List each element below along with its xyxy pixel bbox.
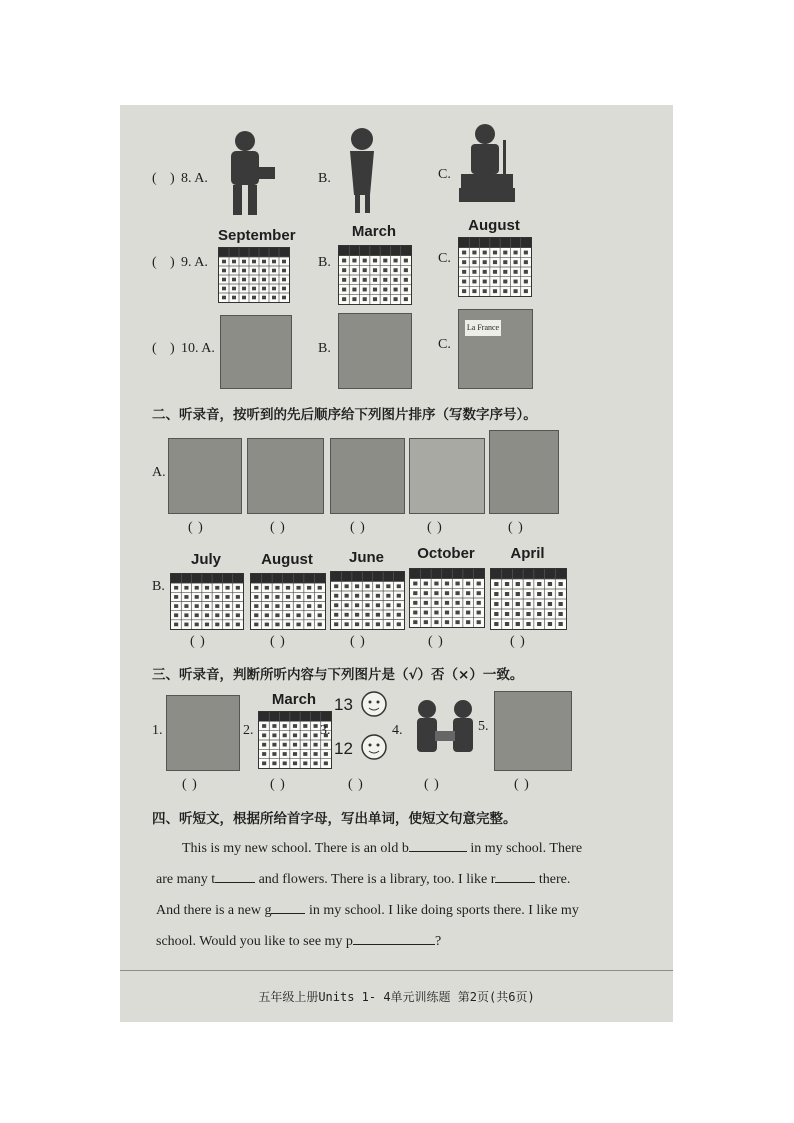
man-with-briefcase-picture <box>215 127 280 219</box>
calendar-title: August <box>468 217 520 234</box>
section-3-item-label: 2. <box>243 723 254 738</box>
calendar-march <box>258 711 332 769</box>
passage-line <box>156 833 656 864</box>
school-building-picture <box>494 691 572 771</box>
calendar-title: July <box>190 551 221 568</box>
section-2-heading: 二、听录音，按听到的先后顺序给下列图片排序（写数字序号）。 <box>152 407 537 423</box>
answer-paren[interactable]: ( ) <box>270 777 286 792</box>
calendar-june <box>330 571 405 630</box>
answer-paren[interactable]: ( ) <box>514 777 530 792</box>
answer-paren[interactable]: ( ) <box>348 777 364 792</box>
students-at-table-picture <box>166 695 240 771</box>
passage-text: And there is a new g <box>156 903 272 918</box>
answer-paren[interactable]: ( ) <box>190 634 206 649</box>
q10-paren-close: ) <box>170 341 175 356</box>
q8-paren-close: ) <box>170 171 175 186</box>
calendar-grid <box>339 246 411 304</box>
answer-paren[interactable]: ( ) <box>188 520 204 535</box>
calendar-grid <box>259 712 331 768</box>
q9-option-b: B. <box>318 255 331 270</box>
q9-paren-open: ( <box>152 255 157 270</box>
boy-playing-piano-picture <box>220 315 292 389</box>
blank-t[interactable] <box>215 868 255 883</box>
girl-face-icon <box>360 733 388 761</box>
calendar-grid <box>171 574 243 629</box>
passage-text: and flowers. There is a library, too. I like r <box>255 872 496 887</box>
passage-text: This is my new school. There is an old b <box>182 841 409 856</box>
passage-text: in my school. I like doing sports there. I like my <box>305 903 579 918</box>
q8-paren-open: ( <box>152 171 157 186</box>
answer-paren[interactable]: ( ) <box>350 520 366 535</box>
calendar-august <box>458 237 532 297</box>
calendar-october <box>409 568 485 628</box>
footer-divider <box>120 970 673 971</box>
students-playing-picture <box>489 430 559 514</box>
teacher-at-board-picture <box>458 309 533 389</box>
calendar-grid <box>331 572 404 629</box>
page-footer: 五年级上册Units 1- 4单元训练题 第2页(共6页) <box>258 990 535 1004</box>
q8-option-b: B. <box>318 171 331 186</box>
calendar-grid <box>410 569 484 627</box>
section-3-item-label: 3. <box>320 723 331 738</box>
answer-paren[interactable]: ( ) <box>510 634 526 649</box>
q10-paren-open: ( <box>152 341 157 356</box>
answer-paren[interactable]: ( ) <box>427 520 443 535</box>
answer-paren[interactable]: ( ) <box>270 520 286 535</box>
q8-option-c: C. <box>438 167 451 182</box>
calendar-grid <box>251 574 325 629</box>
calendar-august <box>250 573 326 630</box>
calendar-title: October <box>417 545 475 562</box>
boy-face-icon <box>360 690 388 718</box>
section-3-item-label: 1. <box>152 723 163 738</box>
calendar-grid <box>491 569 566 629</box>
age-number: 12 <box>334 739 353 758</box>
two-students-picture <box>405 695 485 765</box>
section-3-item-label: 4. <box>392 723 403 738</box>
answer-paren[interactable]: ( ) <box>508 520 524 535</box>
calendar-title: April <box>510 545 545 562</box>
q9-label: 9. A. <box>181 255 208 270</box>
calendar-title: June <box>348 549 384 566</box>
calendar-title: March <box>351 223 397 240</box>
passage-line <box>156 864 656 895</box>
blank-p[interactable] <box>353 930 435 945</box>
blank-g[interactable] <box>271 899 305 914</box>
q10-option-b: B. <box>318 341 331 356</box>
answer-paren[interactable]: ( ) <box>424 777 440 792</box>
calendar-title: August <box>261 551 313 568</box>
passage-text: there. <box>535 872 571 887</box>
passage-text: are many t <box>156 872 216 887</box>
answer-paren[interactable]: ( ) <box>428 634 444 649</box>
students-at-desks-picture <box>330 438 405 514</box>
classroom-picture <box>247 438 324 514</box>
section-4-heading: 四、听短文，根据所给首字母，写出单词，使短文句意完整。 <box>152 811 517 827</box>
blank-b[interactable] <box>409 837 467 852</box>
school-building-picture <box>409 438 485 514</box>
q8-label: 8. A. <box>181 171 208 186</box>
passage-text: school. Would you like to see my p <box>156 934 353 949</box>
passage-text: in my school. There <box>466 841 583 856</box>
woman-picture <box>340 125 385 217</box>
q9-option-c: C. <box>438 251 451 266</box>
section-2-row-a-label: A. <box>152 465 166 480</box>
calendar-grid <box>459 238 531 296</box>
board-text: La France <box>465 320 501 336</box>
calendar-september <box>218 247 290 303</box>
passage-line <box>156 926 656 957</box>
calendar-title: September <box>218 227 296 244</box>
section-2-row-b-label: B. <box>152 579 165 594</box>
q9-paren-close: ) <box>170 255 175 270</box>
girl-painting-picture <box>338 313 412 389</box>
scientist-at-lab-picture <box>457 120 517 205</box>
exam-page <box>120 105 673 1022</box>
calendar-title: March <box>271 691 317 708</box>
blank-r[interactable] <box>495 868 535 883</box>
passage-line <box>156 895 656 926</box>
age-number: 13 <box>334 695 353 714</box>
answer-paren[interactable]: ( ) <box>182 777 198 792</box>
passage <box>156 833 656 957</box>
section-3-item-label: 5. <box>478 719 489 734</box>
answer-paren[interactable]: ( ) <box>350 634 366 649</box>
calendar-april <box>490 568 567 630</box>
calendar-march <box>338 245 412 305</box>
section-3-heading: 三、听录音，判断所听内容与下列图片是（√）否（×）一致。 <box>152 667 524 683</box>
calendar-grid <box>219 248 289 302</box>
q10-label: 10. A. <box>181 341 215 356</box>
passage-text: ? <box>434 934 442 949</box>
answer-paren[interactable]: ( ) <box>270 634 286 649</box>
calendar-july <box>170 573 244 630</box>
q10-option-c: C. <box>438 337 451 352</box>
school-playground-picture <box>168 438 242 514</box>
